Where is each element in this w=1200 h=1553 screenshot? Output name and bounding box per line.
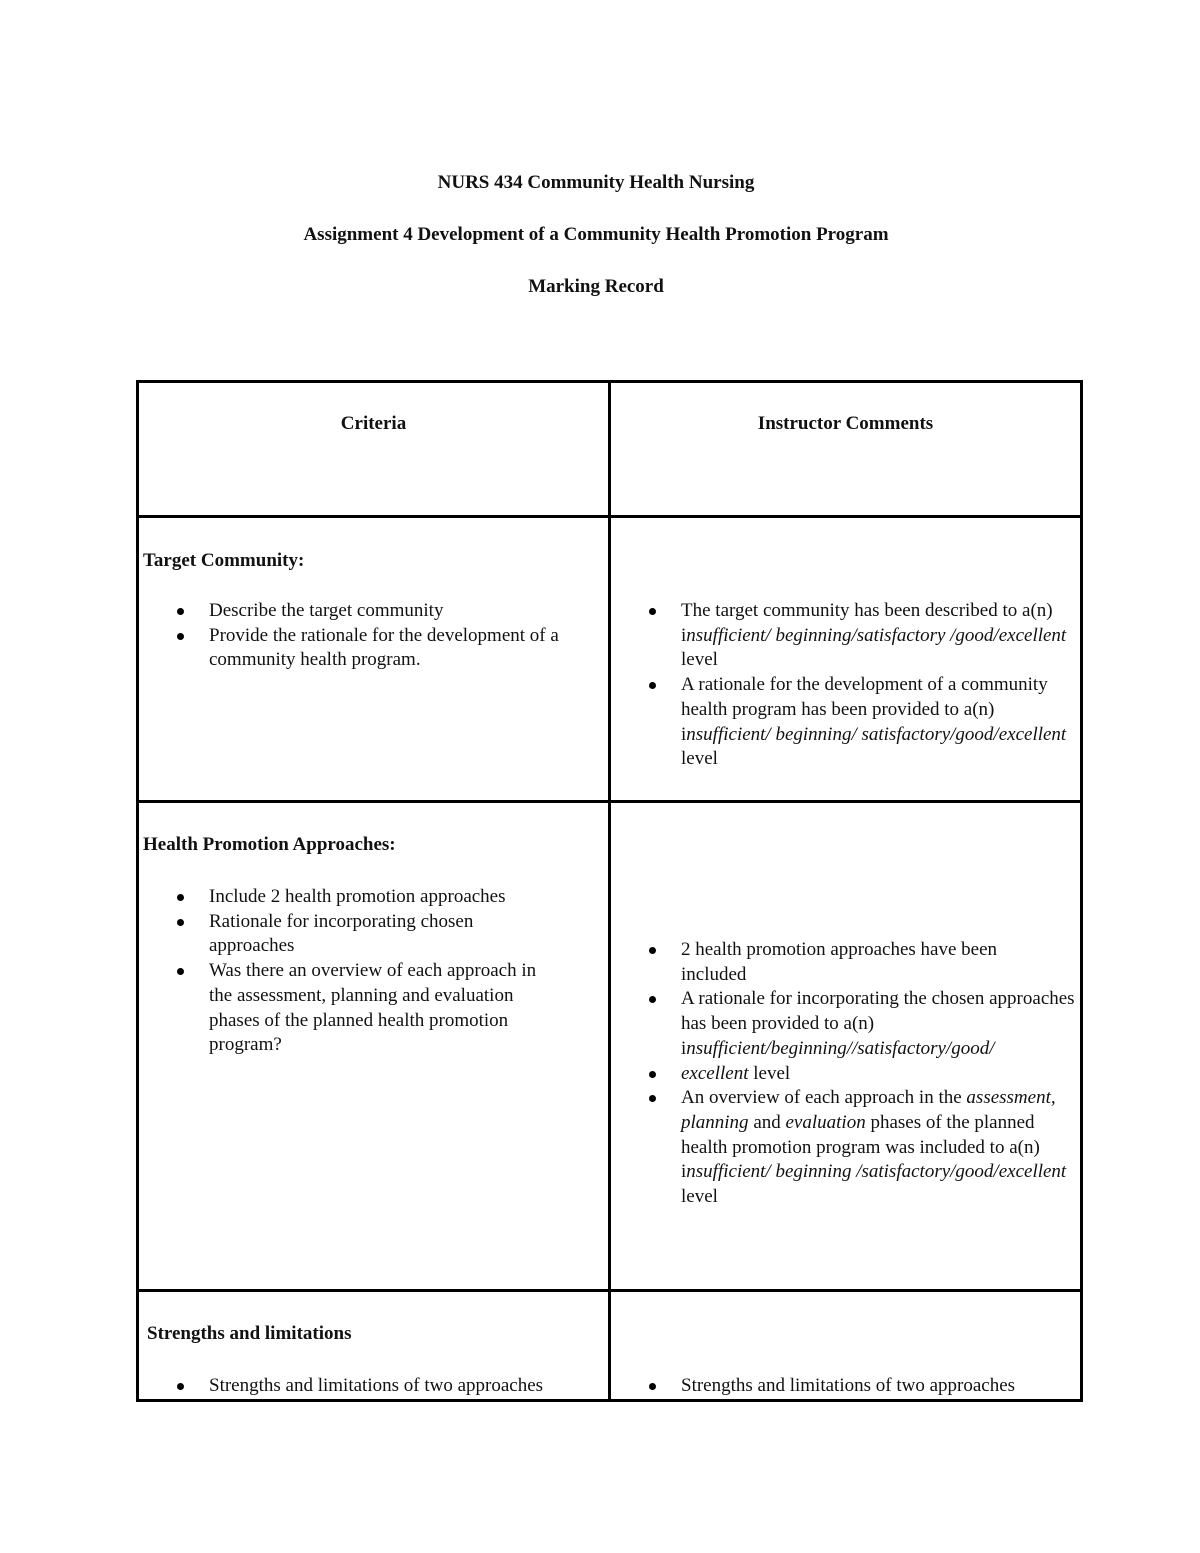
- list-item: Was there an overview of each approach in the assessment, planning and evaluation phases of the planned health promotion program?: [139, 959, 599, 1058]
- course-title: NURS 434 Community Health Nursing: [437, 172, 755, 193]
- table-border-bottom: [136, 1399, 1083, 1402]
- instructor-comments-header: Instructor Comments: [757, 413, 934, 434]
- list-item: Strengths and limitations of two approaches: [139, 1374, 608, 1399]
- criteria-list: [139, 599, 599, 673]
- criteria-header: Criteria: [340, 413, 407, 434]
- rubric-table: [136, 380, 1083, 1402]
- row-divider: [136, 800, 1083, 803]
- list-item: excellent level: [611, 1062, 1081, 1087]
- section-title-strengths-limitations: Strengths and limitations: [147, 1323, 352, 1344]
- row-divider: [136, 515, 1083, 518]
- criteria-list: [139, 885, 599, 1058]
- section-title-health-promotion-approaches: Health Promotion Approaches:: [143, 834, 396, 855]
- list-item: A rationale for incorporating the chosen approaches has been provided to a(n) insufficient/beginning//satisfactory/good/: [611, 987, 1081, 1061]
- table-border-right: [1080, 380, 1083, 1402]
- row-divider: [136, 1289, 1083, 1292]
- list-item: Strengths and limitations of two approaches: [611, 1374, 1080, 1399]
- comments-list: [611, 1374, 1080, 1399]
- list-item: Describe the target community: [139, 599, 599, 624]
- list-item: Rationale for incorporating chosen approaches: [139, 910, 599, 959]
- marking-record-title: Marking Record: [528, 276, 664, 297]
- table-border-top: [136, 380, 1083, 383]
- assignment-title: Assignment 4 Development of a Community Health Promotion Program: [303, 224, 889, 245]
- list-item: Provide the rationale for the development of a community health program.: [139, 624, 599, 673]
- criteria-list: [139, 1374, 608, 1399]
- list-item: Include 2 health promotion approaches: [139, 885, 599, 910]
- list-item: The target community has been described to a(n) insufficient/ beginning/satisfactory /good/excellent level: [611, 599, 1081, 673]
- list-item: 2 health promotion approaches have been included: [611, 938, 1081, 987]
- list-item: A rationale for the development of a community health program has been provided to a(n) insufficient/ beginning/ satisfactory/good/excellent level: [611, 673, 1081, 772]
- list-item: An overview of each approach in the assessment, planning and evaluation phases of the planned health promotion program was included to a(n) insufficient/ beginning /satisfactory/good/excellent level: [611, 1086, 1081, 1210]
- comments-list: [611, 938, 1081, 1210]
- table-border-middle: [608, 380, 611, 1402]
- comments-list: [611, 599, 1081, 772]
- section-title-target-community: Target Community:: [143, 550, 305, 571]
